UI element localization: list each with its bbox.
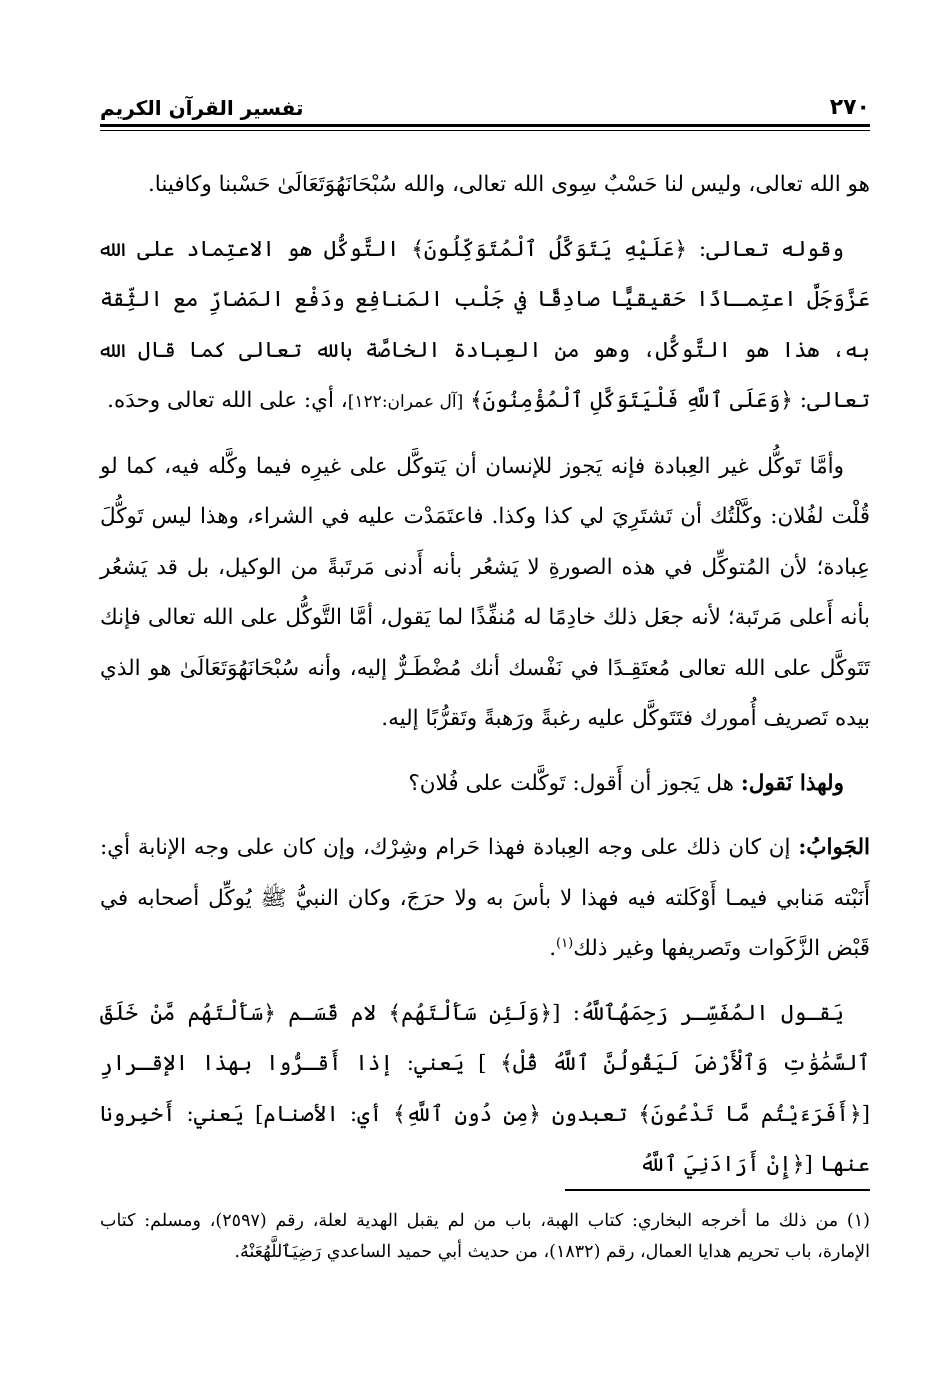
book-title: تفسير القرآن الكريم [100,96,304,120]
paragraph-text: لام قَسَـم [288,1000,377,1026]
paragraph [100,823,870,975]
footnote: (١) من ذلك ما أخرجه البخاري: كتاب الهبة، باب من لم يقبل الهدية لعلة، رقم (٢٥٩٧)، ومسلم: كتاب الإمارة، باب تحريم هدايا العمال، رقم (١٨٣٢)، من حديث أبي حميد الساعدي رَضِيَٱللَّهُعَنْهُ. [100,1211,870,1262]
quran-verse: ﴿عَلَيْهِ يَتَوَكَّلُ ٱلْمُتَوَكِّلُونَ﴾ [411,236,688,262]
footnotes [100,1206,870,1268]
running-header [100,88,870,120]
paragraph-text: ، أي: على الله تعالى وحدَه. [107,388,348,413]
paragraph-text: هو الله تعالى، وليس لنا حَسْبٌ سِوى الله تعالى، والله سُبْحَانَهُوَتَعَالَىٰ حَسْبنا وكافينا. [147,172,870,197]
verse-reference: [آل عمران:١٢٢] [347,392,464,412]
bold-lead: ولهذا نَقول: [740,770,844,796]
paragraph-text: وأمَّا تَوكُّل غير العِبادة فإنه يَجوز للإنسان أن يَتوكَّل على غيرِه فيما وكَّله فيه، كما لو قُلْت لفُلان: وكَّلْتُك أن تَشتَرِيَ لي كذا وكذا. فاعتَمَدْت عليه في الشراء، وهذا ليس تَوكُّلَ عِبادة؛ لأن المُتوكِّل في هذه الصورةِ لا يَشعُر بأنه أَدنى مَرتَبةً من الوكيل، بل قد يَشعُر بأنه أَعلى مَرتَبة؛ لأنه جعَل ذلك خادِمًا له مُنفِّذًا لما يَقول، أمَّا التَّوكُّل على الله تعالى فإنك تَتَوكَّل على الله تعالى مُعتَقِـدًا في نَفْسك أنك مُضْطَـرٌّ إليه، وأنه سُبْحَانَهُوَتَعَالَىٰ هو الذي بيده تَصريف أُمورك فتَتَوكَّل عليه رغبةً ورَهبةً وتَقرُّبًا إليه. [100,453,870,731]
paragraph-text: إن كان ذلك على وجه العِبادة فهذا حَرام وشِرْك، وإن كان على وجه الإنابة أي: أَنَبْته مَنابي فيمـا أَوْكَلته فيه فهذا لا بأسَ به ولا حرَجَ، وكان النبيُّ ﷺ يُوكِّل أصحابه في قَبْض الزَّكَوات وتَصريفها وغير ذلك [100,835,870,961]
paragraph-text: هل يَجوز أن أَقول: تَوكَّلت على فُلان؟ [408,770,735,796]
paragraph-text: التَّوكُّل هو الاعتِماد على الله عَزَّوَجَلَّ اعتِمـادًا حَقيقيًّا صادِقًا في جَلْب المَنافِع ودَفْع المَضارِّ مع الثِّقة به، هذا هو التَّوكُّل، وهو من العِبادة الخاصَّة بالله تعالى كما قال الله تعالى: [100,236,870,413]
quran-verse: ﴿وَلَئِن سَأَلْتَهُم﴾ [388,1000,552,1026]
quran-verse: ﴿مِن دُونِ ٱللَّهِ﴾ [393,1101,541,1127]
paragraph [100,160,870,211]
bold-lead: الجَوابُ: [798,835,870,860]
paragraph [100,989,870,1191]
header-rule [100,124,870,127]
paragraph-text: يَقـول المُفَسِّـر رَحِمَهُٱللَّهُ: [ [552,1000,845,1026]
header-rule-thin [100,130,870,131]
paragraph [100,225,870,428]
quran-verse: ﴿سَأَلْتَهُم مَّنْ خَلَقَ ٱلسَّمَٰوَٰتِ وَٱلْأَرْضَ لَيَقُولُنَّ ٱللَّهُ قُلْ﴾ [100,1000,871,1076]
paragraph-text: ] يَعني: إذا أَقـرُّوا بهذا الإقـرارِ [ [100,1051,871,1127]
paragraph-text: وقوله تعالى: [698,236,844,262]
paragraph-text: . [549,936,557,961]
page-number: ٢٧٠ [829,95,870,120]
paragraph-text: أي: الأصنام] يَعني: أَخبِرونا عنها [ [100,1101,870,1177]
quran-verse: ﴿وَعَلَى ٱللَّهِ فَلْيَتَوَكَّلِ ٱلْمُؤْمِنُونَ﴾ [470,388,793,413]
paragraph [100,442,870,745]
quran-verse: ﴿إِنْ أَرَادَنِيَ ٱللَّهُ [639,1152,805,1177]
main-text [100,160,870,1191]
paragraph-text: تعبدون [551,1101,628,1127]
footnote-marker[interactable]: (١) [556,935,574,951]
footnote-separator [565,1189,870,1191]
paragraph [100,759,870,810]
quran-verse: ﴿أَفَرَءَيْتُم مَّا تَدْعُونَ﴾ [638,1101,862,1127]
